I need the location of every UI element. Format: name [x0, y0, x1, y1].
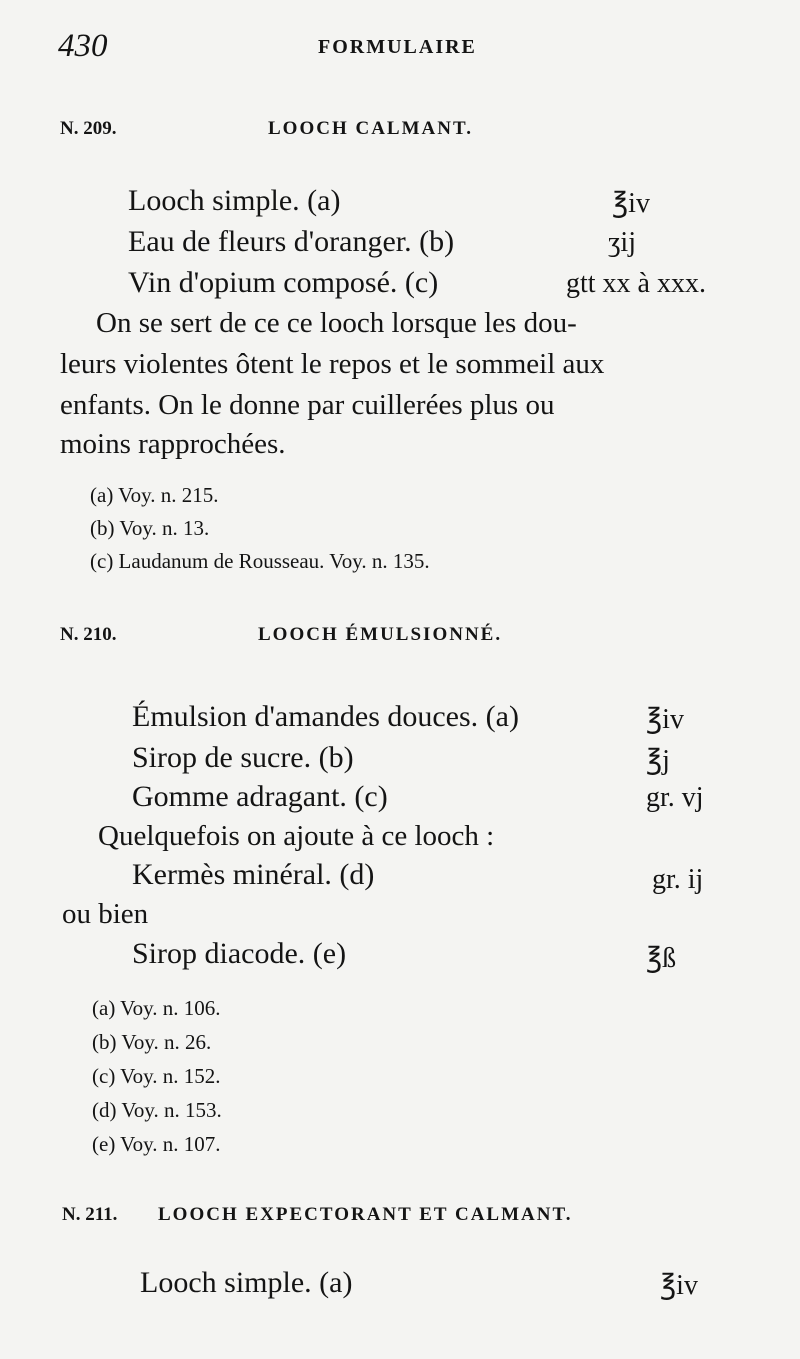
section-number: N. 211. — [62, 1204, 118, 1225]
recipe-dose: gr. vj — [646, 782, 704, 813]
recipe-dose: ℥iv — [646, 704, 684, 735]
paragraph-line: moins rapprochées. — [60, 428, 286, 460]
section-number: N. 209. — [60, 118, 117, 139]
recipe-dose: gtt xx à xxx. — [566, 268, 706, 299]
paragraph-line: On se sert de ce ce looch lorsque les dou- — [96, 307, 577, 339]
page-number: 430 — [58, 28, 108, 64]
recipe-dose: ℥j — [646, 745, 670, 776]
recipe-ingredient: Eau de fleurs d'oranger. (b) — [128, 225, 455, 258]
recipe-ingredient: Sirop diacode. (e) — [132, 937, 347, 970]
section-title: LOOCH ÉMULSIONNÉ. — [258, 624, 503, 645]
footnote: (b) Voy. n. 13. — [90, 516, 210, 540]
recipe-dose: ℥ß — [646, 943, 677, 974]
footnote: (a) Voy. n. 106. — [92, 996, 221, 1020]
footnote: (d) Voy. n. 153. — [92, 1098, 222, 1122]
recipe-ingredient: Looch simple. (a) — [140, 1266, 353, 1299]
paragraph-line: ou bien — [62, 898, 149, 930]
recipe-dose: gr. ij — [652, 864, 704, 895]
recipe-ingredient: Émulsion d'amandes douces. (a) — [132, 700, 519, 733]
paragraph-line: enfants. On le donne par cuillerées plus ou — [60, 389, 555, 421]
footnote: (e) Voy. n. 107. — [92, 1132, 221, 1156]
recipe-ingredient: Sirop de sucre. (b) — [132, 741, 354, 774]
section-title: LOOCH CALMANT. — [268, 118, 473, 139]
running-title: FORMULAIRE — [318, 36, 477, 58]
footnote: (a) Voy. n. 215. — [90, 483, 219, 507]
recipe-ingredient: Looch simple. (a) — [128, 184, 341, 217]
footnote: (b) Voy. n. 26. — [92, 1030, 212, 1054]
recipe-dose: ℥iv — [612, 188, 650, 219]
recipe-dose: ʒij — [608, 227, 636, 258]
paragraph-line: Quelquefois on ajoute à ce looch : — [98, 820, 495, 852]
footnote: (c) Laudanum de Rousseau. Voy. n. 135. — [90, 549, 430, 573]
recipe-ingredient: Gomme adragant. (c) — [132, 780, 388, 813]
recipe-dose: ℥iv — [660, 1270, 698, 1301]
recipe-ingredient: Kermès minéral. (d) — [132, 858, 375, 891]
paragraph-line: leurs violentes ôtent le repos et le sommeil aux — [60, 348, 605, 380]
section-number: N. 210. — [60, 624, 117, 645]
section-title: LOOCH EXPECTORANT ET CALMANT. — [158, 1204, 573, 1225]
footnote: (c) Voy. n. 152. — [92, 1064, 221, 1088]
recipe-ingredient: Vin d'opium composé. (c) — [128, 266, 439, 299]
